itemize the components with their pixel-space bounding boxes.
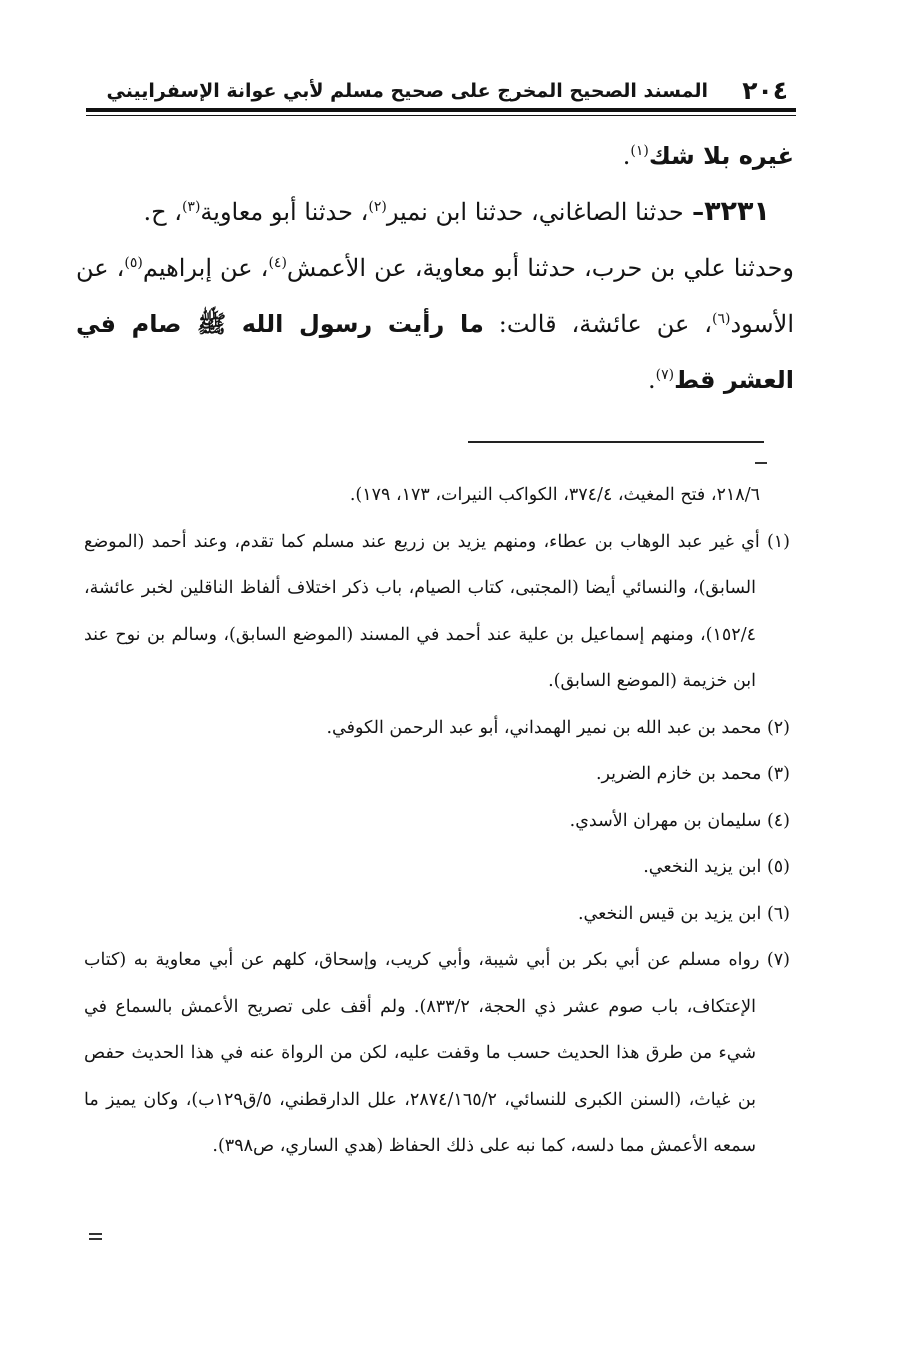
footnote-text: سليمان بن مهران الأسدي.	[569, 810, 762, 831]
footnote-text: أي غير عبد الوهاب بن عطاء، ومنهم يزيد بن زريع عند مسلم كما تقدم، وعند أحمد (الموضع السابق)، والنسائي أيضا (المجتبى، كتاب الصيام، باب ذكر اختلاف ألفاظ الناقلين لخبر عائشة، ١٥٢/٤)، ومنهم إسماعيل بن علية عند أحمد في المسند (الموضع السابق)، وسالم بن نوح عند ابن خزيمة (الموضع السابق).	[84, 531, 760, 691]
footnote-label: (٥)	[766, 857, 790, 877]
footnote-text: ابن يزيد بن قيس النخعي.	[577, 903, 762, 924]
hadith-matn: ما رأيت رسول الله ﷺ صام في العشر قط	[76, 310, 794, 394]
hadith-number: ٣٢٣١	[704, 196, 770, 227]
footnote-text: محمد بن خازم الضرير.	[595, 764, 762, 784]
footnote-2	[84, 705, 790, 752]
footnote-ref-3: (٣)	[181, 199, 201, 215]
footnote-label: (١)	[766, 531, 790, 552]
edge-mark-bottom	[89, 1238, 102, 1240]
footnote-6	[84, 891, 790, 938]
isnad-part-3: ، ح.	[143, 198, 182, 226]
page-number: ٢٠٤	[742, 76, 788, 105]
footnote-label: (٢)	[766, 717, 790, 738]
footnote-1	[84, 519, 790, 705]
hadith-dash: –	[683, 198, 705, 226]
footnote-ref-1: (١)	[630, 143, 649, 159]
continued-quote: غيره بلا شك	[648, 142, 794, 170]
isnad-part-5: ، عن إبراهيم	[142, 254, 269, 282]
footnote-3	[84, 751, 790, 798]
footnote-label: (٣)	[766, 764, 790, 784]
footnote-ref-2: (٢)	[368, 199, 387, 215]
isnad-part-6: ، عن الأسود	[76, 254, 795, 338]
hadith-paragraph	[76, 184, 794, 240]
footnote-ref-7: (٧)	[655, 367, 675, 383]
edge-mark-bottom	[89, 1233, 102, 1235]
header-rule-thin	[86, 115, 796, 116]
hadith-paragraph-cont	[76, 240, 794, 408]
footnote-label: (٤)	[766, 810, 790, 831]
footnote-carryover: ٢١٨/٦، فتح المغيث، ٣٧٤/٤، الكواكب النيرات، ١٧٣، ١٧٩).	[349, 485, 760, 505]
isnad-part-4: وحدثنا علي بن حرب، حدثنا أبو معاوية، عن الأعمش	[286, 254, 794, 282]
footnote-label: (٧)	[766, 950, 790, 970]
footnote-text: رواه مسلم عن أبي بكر بن أبي شيبة، وأبي كريب، وإسحاق، كلهم عن أبي معاوية به (كتاب الإعتكاف، باب صوم عشر ذي الحجة، ٨٣٣/٢). ولم أقف على تصريح الأعمش بالسماع في شيء من طرق هذا الحديث حسب ما وقفت عليه، لكن من الرواة عنه في هذا الحديث حفص بن غياث، (السنن الكبرى للنسائي، ٢٨٧٤/١٦٥/٢، علل الدارقطني، ٥/ق١٢٩ب)، وكان يميز ما سمعه الأعمش مما دلسه، كما نبه على ذلك الحفاظ (هدي الساري، ص٣٩٨).	[84, 950, 760, 1156]
main-text	[76, 128, 794, 408]
running-header	[86, 70, 794, 110]
running-title: المسند الصحيح المخرج على صحيح مسلم لأبي عوانة الإسفراييني	[106, 80, 708, 102]
header-rule-thick	[86, 108, 796, 112]
edge-mark-top	[755, 462, 767, 464]
period: .	[622, 142, 631, 170]
footnote-ref-4: (٤)	[268, 255, 287, 271]
footnote-text: ابن يزيد النخعي.	[643, 857, 762, 877]
continuation-line	[76, 128, 794, 184]
period: .	[647, 366, 656, 394]
footnotes	[84, 472, 790, 1170]
footnote-separator	[468, 441, 764, 443]
isnad-part-2: ، حدثنا أبو معاوية	[200, 198, 369, 226]
footnote-4	[84, 798, 790, 845]
isnad-part-7: ، عن عائشة، قالت:	[483, 310, 712, 338]
footnote-ref-5: (٥)	[124, 255, 143, 271]
footnote-7	[84, 937, 790, 1170]
isnad-part-1: حدثنا الصاغاني، حدثنا ابن نمير	[386, 198, 684, 226]
footnote-text: محمد بن عبد الله بن نمير الهمداني، أبو عبد الرحمن الكوفي.	[326, 717, 762, 738]
footnote-ref-6: (٦)	[711, 311, 731, 327]
footnote-label: (٦)	[766, 903, 790, 924]
footnote-5	[84, 844, 790, 891]
